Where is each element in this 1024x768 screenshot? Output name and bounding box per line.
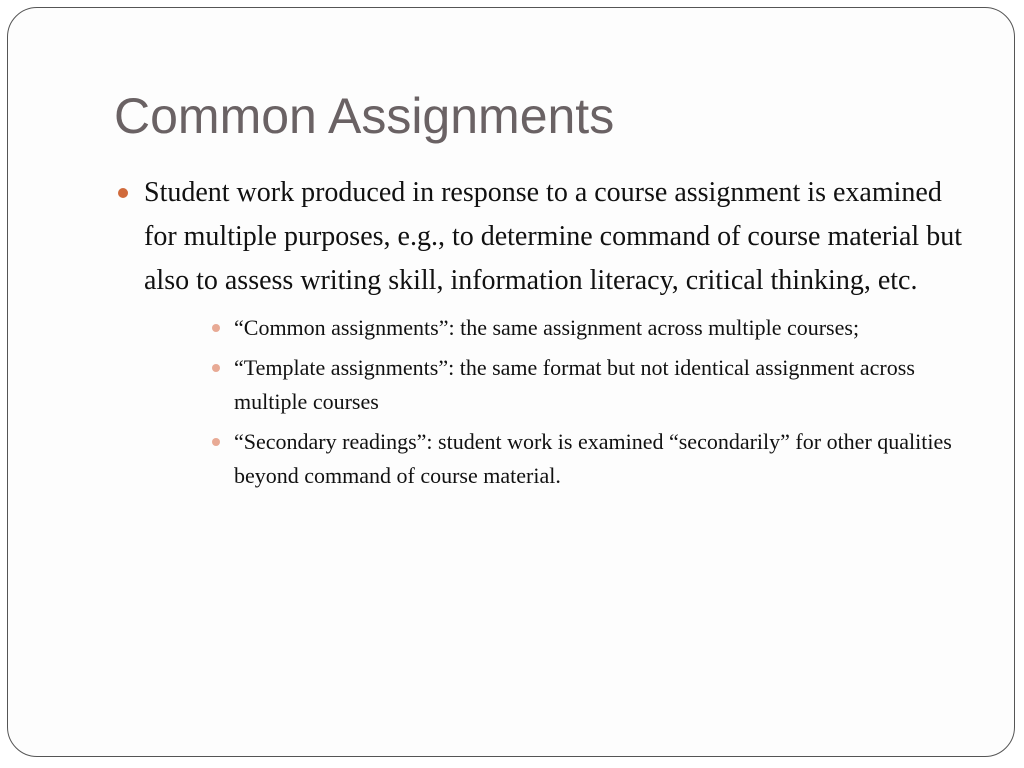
main-bullet-item (114, 171, 964, 493)
sub-bullet-item (212, 311, 964, 345)
sub-bullet-list (144, 311, 964, 493)
sub-bullet-text: “Common assignments”: the same assignment across multiple courses; (234, 315, 860, 340)
sub-bullet-item (212, 351, 964, 419)
sub-bullet-dot-icon (212, 438, 220, 446)
sub-bullet-dot-icon (212, 364, 220, 372)
sub-bullet-text: “Secondary readings”: student work is examined “secondarily” for other qualities beyond command of course material. (234, 429, 952, 488)
bullet-dot-icon (118, 188, 128, 198)
sub-bullet-text: “Template assignments”: the same format but not identical assignment across multiple courses (234, 355, 915, 414)
sub-bullet-dot-icon (212, 324, 220, 332)
slide-title: Common Assignments (114, 88, 615, 144)
main-bullet-text: Student work produced in response to a course assignment is examined for multiple purposes, e.g., to determine command of course material but also to assess writing skill, information literacy, critical thinking, etc. (144, 177, 962, 296)
slide-frame (7, 7, 1015, 757)
sub-bullet-item (212, 425, 964, 493)
bullet-list (114, 171, 964, 499)
